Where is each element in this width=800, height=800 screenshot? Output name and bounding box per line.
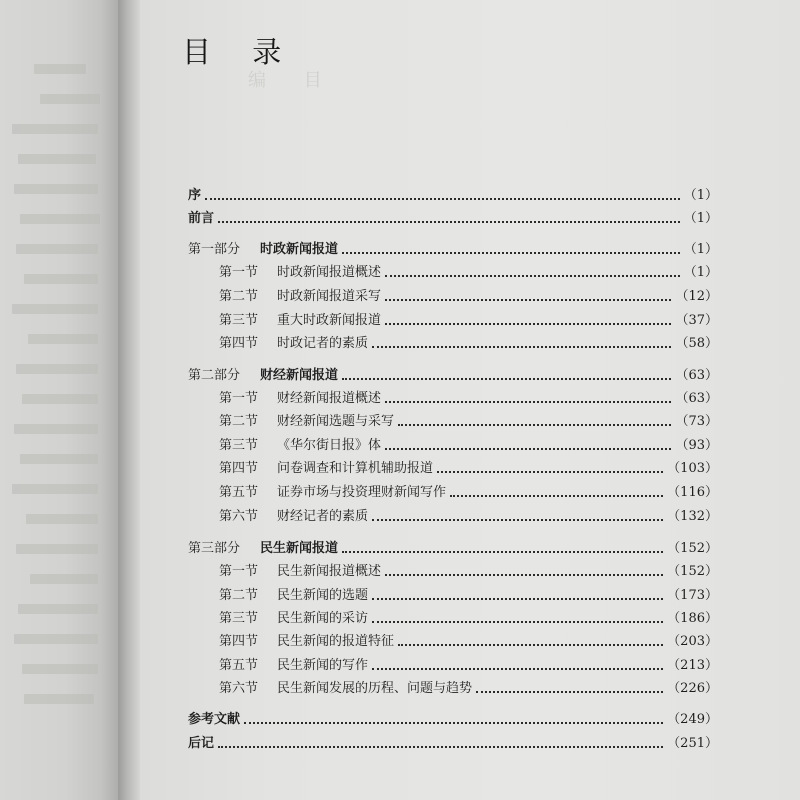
toc-entry-title: 时政记者的素质	[277, 336, 369, 351]
toc-entry-p1s1	[219, 263, 718, 283]
toc-entry-p1s2	[219, 287, 718, 307]
toc-entry-title: 时政新闻报道	[260, 242, 339, 257]
toc-entry-p2s3	[219, 436, 718, 456]
toc-entry-title: 时政新闻报道采写	[277, 289, 382, 304]
toc-entry-p3s3	[219, 609, 718, 629]
section-number: 第六节	[219, 509, 259, 524]
dot-leader	[385, 274, 680, 277]
toc-entry-title: 时政新闻报道概述	[277, 265, 382, 280]
dot-leader	[372, 667, 663, 670]
toc-entry-p3s4	[219, 632, 718, 652]
toc-entry-title: 财经新闻报道概述	[277, 391, 382, 406]
dot-leader	[385, 322, 671, 325]
page-number: （1）	[683, 265, 718, 280]
dot-leader	[218, 745, 663, 748]
toc-entry-title: 重大时政新闻报道	[277, 313, 382, 328]
toc-entry-title: 财经新闻选题与采写	[277, 414, 395, 429]
toc-entry-title: 民生新闻发展的历程、问题与趋势	[277, 681, 473, 696]
toc-entry-houji	[188, 734, 718, 754]
page-number: （173）	[667, 588, 718, 603]
dot-leader	[372, 597, 663, 600]
section-number: 第二节	[219, 414, 259, 429]
toc-entry-title: 财经新闻报道	[260, 368, 339, 383]
toc-entry-title: 序	[188, 188, 202, 203]
page-number: （226）	[667, 681, 718, 696]
page-number: （186）	[667, 611, 718, 626]
toc-entry-part3	[188, 539, 718, 559]
toc-entry-p1s4	[219, 334, 718, 354]
page-number: （213）	[667, 658, 718, 673]
section-number: 第四节	[219, 634, 259, 649]
page-number: （12）	[675, 289, 718, 304]
toc-entry-title: 民生新闻的选题	[277, 588, 369, 603]
section-number: 第一节	[219, 564, 259, 579]
toc-entry-part1	[188, 240, 718, 260]
section-number: 第一节	[219, 265, 259, 280]
bleed-through-text: 编 目	[248, 70, 338, 91]
section-number: 第四节	[219, 336, 259, 351]
toc-entry-title: 民生新闻的写作	[277, 658, 369, 673]
toc-entry-title: 证券市场与投资理财新闻写作	[277, 485, 447, 500]
section-number: 第五节	[219, 658, 259, 673]
dot-leader	[218, 220, 680, 223]
dot-leader	[342, 550, 663, 553]
dot-leader	[205, 197, 680, 200]
page-number: （203）	[667, 634, 718, 649]
toc-entry-title: 前言	[188, 211, 215, 226]
toc-entry-p2s4	[219, 459, 718, 479]
page-number: （132）	[667, 509, 718, 524]
page-number: （1）	[683, 211, 718, 226]
dot-leader	[385, 447, 671, 450]
toc-entry-title: 参考文献	[188, 712, 241, 727]
toc-entry-p3s1	[219, 562, 718, 582]
page-number: （103）	[667, 461, 718, 476]
page-number: （93）	[675, 438, 718, 453]
dot-leader	[372, 345, 671, 348]
part-number: 第三部分	[188, 541, 241, 556]
dot-leader	[450, 494, 663, 497]
toc-entry-p1s3	[219, 311, 718, 331]
section-number: 第四节	[219, 461, 259, 476]
page-title: 目 录	[182, 35, 298, 69]
section-number: 第三节	[219, 438, 259, 453]
page-number: （37）	[675, 313, 718, 328]
page-number: （249）	[667, 712, 718, 727]
page-number: （58）	[675, 336, 718, 351]
part-number: 第一部分	[188, 242, 241, 257]
section-number: 第三节	[219, 313, 259, 328]
page-number: （116）	[667, 485, 718, 500]
toc-entry-p2s1	[219, 389, 718, 409]
page-number: （73）	[675, 414, 718, 429]
toc-entry-p2s2	[219, 412, 718, 432]
dot-leader	[385, 573, 663, 576]
section-number: 第五节	[219, 485, 259, 500]
page-number: （152）	[667, 541, 718, 556]
toc-entry-title: 民生新闻报道概述	[277, 564, 382, 579]
page-number: （1）	[683, 188, 718, 203]
dot-leader	[385, 400, 671, 403]
section-number: 第二节	[219, 289, 259, 304]
dot-leader	[437, 470, 663, 473]
page-number: （1）	[683, 242, 718, 257]
toc-entry-title: 民生新闻报道	[260, 541, 339, 556]
dot-leader	[372, 620, 663, 623]
toc-entry-p2s5	[219, 483, 718, 503]
section-number: 第二节	[219, 588, 259, 603]
dot-leader	[342, 251, 680, 254]
toc-entry-part2	[188, 366, 718, 386]
dot-leader	[385, 298, 671, 301]
dot-leader	[372, 518, 663, 521]
toc-entry-title: 民生新闻的采访	[277, 611, 369, 626]
page-number: （251）	[667, 736, 718, 751]
section-number: 第三节	[219, 611, 259, 626]
toc-entry-title: 财经记者的素质	[277, 509, 369, 524]
page-number: （63）	[675, 368, 718, 383]
part-number: 第二部分	[188, 368, 241, 383]
toc-entry-qianyan	[188, 209, 718, 229]
page-number: （152）	[667, 564, 718, 579]
toc-entry-p3s6	[219, 679, 718, 699]
toc-entry-p3s2	[219, 586, 718, 606]
toc-entry-title: 《华尔街日报》体	[277, 438, 382, 453]
toc-entry-p2s6	[219, 507, 718, 527]
dot-leader	[398, 643, 663, 646]
toc-entry-xu	[188, 186, 718, 206]
dot-leader	[398, 423, 671, 426]
section-number: 第一节	[219, 391, 259, 406]
dot-leader	[476, 690, 663, 693]
dot-leader	[342, 377, 671, 380]
toc-entry-title: 后记	[188, 736, 215, 751]
section-number: 第六节	[219, 681, 259, 696]
toc-entry-title: 问卷调查和计算机辅助报道	[277, 461, 434, 476]
page-number: （63）	[675, 391, 718, 406]
toc-entry-p3s5	[219, 656, 718, 676]
dot-leader	[244, 721, 663, 724]
toc-entry-title: 民生新闻的报道特征	[277, 634, 395, 649]
toc-entry-cankao	[188, 710, 718, 730]
